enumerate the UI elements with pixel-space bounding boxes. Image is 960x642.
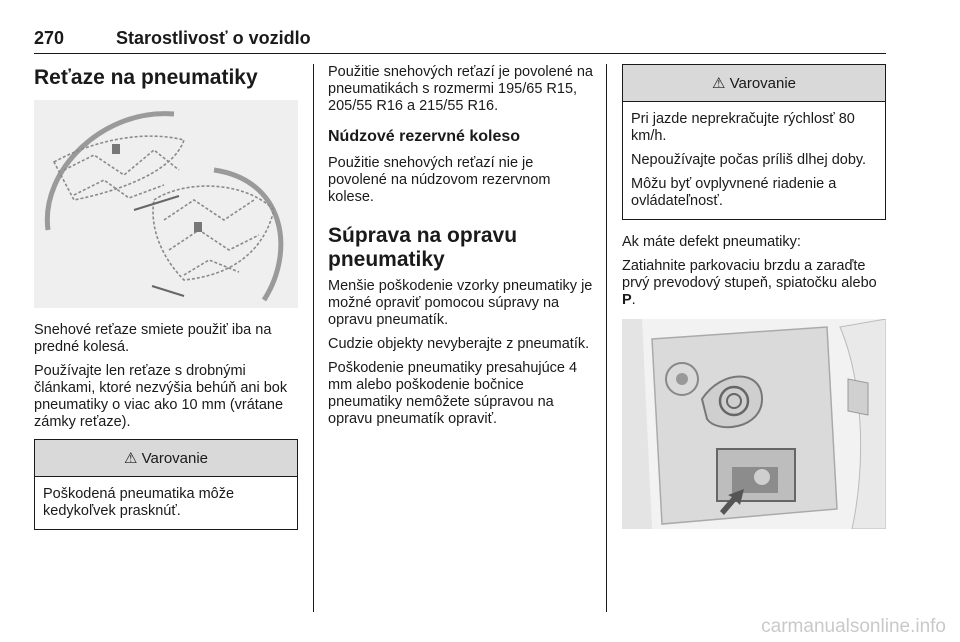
snow-chains-illustration [34,100,298,308]
repair-kit-drawing [622,319,886,529]
column-divider [606,64,607,612]
warning-box [34,439,298,530]
paragraph: Používajte len reťaze s drobnými článkami, ktoré nezvýšia behúň ani bok pneumatiky o viac ako 10 mm (vrátane zámky reťaze). [34,363,288,430]
warning-body [623,102,885,219]
repair-kit-illustration [622,319,886,529]
warning-text: Poškodená pneumatika môže kedykoľvek prasknúť. [43,486,235,519]
column-divider [313,64,314,612]
page-number: 270 [34,28,65,48]
paragraph: Ak máte defekt pneumatiky: [622,234,801,250]
paragraph: Použitie snehových reťazí je povolené na pneumatikách s rozmermi 195/65 R15, 205/55 R16 a 215/55 R16. [328,64,593,114]
column-right [622,64,886,529]
section-title-snow-chains: Reťaze na pneumatiky [34,66,258,89]
warning-text: Môžu byť ovplyvnené riadenie a ovládateľnosť. [631,176,837,209]
watermark-text: carmanualsonline.info [761,616,946,637]
warning-box [622,64,886,220]
warning-header [623,65,885,102]
paragraph: Poškodenie pneumatiky presahujúce 4 mm alebo poškodenie bočnice pneumatiky nemôžete súpravou na opravu pneumatík opraviť. [328,360,578,427]
paragraph-text: Zatiahnite parkovaciu brzdu a zaraďte prvý prevodový stupeň, spiatočku alebo [622,258,877,291]
paragraph: Cudzie objekty nevyberajte z pneumatík. [328,336,590,352]
warning-text: Nepoužívajte počas príliš dlhej doby. [631,152,867,168]
warning-header [35,440,297,477]
subsection-title-spare-wheel: Núdzové rezervné koleso [328,128,521,145]
column-left [34,66,298,540]
warning-text: Pri jazde neprekračujte rýchlosť 80 km/h. [631,111,855,144]
warning-body [35,477,297,529]
page-header [34,26,886,54]
warning-triangle-icon: ⚠ [123,450,138,467]
gear-letter: P [622,292,632,308]
paragraph-end: . [631,292,636,308]
warning-title: Varovanie [729,75,797,92]
section-title-repair-kit: Súprava na opravu pneumatiky [328,224,518,271]
paragraph [622,258,886,309]
paragraph: Snehové reťaze smiete použiť iba na predné kolesá. [34,322,272,355]
warning-title: Varovanie [141,450,209,467]
column-middle [328,64,594,435]
paragraph: Použitie snehových reťazí nie je povolené na núdzovom rezervnom kolese. [328,155,551,205]
warning-triangle-icon: ⚠ [711,75,726,92]
snow-chains-drawing [34,100,298,308]
paragraph: Menšie poškodenie vzorky pneumatiky je možné opraviť pomocou súpravy na opravu pneumatík. [328,278,593,328]
chapter-title: Starostlivosť o vozidlo [116,28,311,48]
